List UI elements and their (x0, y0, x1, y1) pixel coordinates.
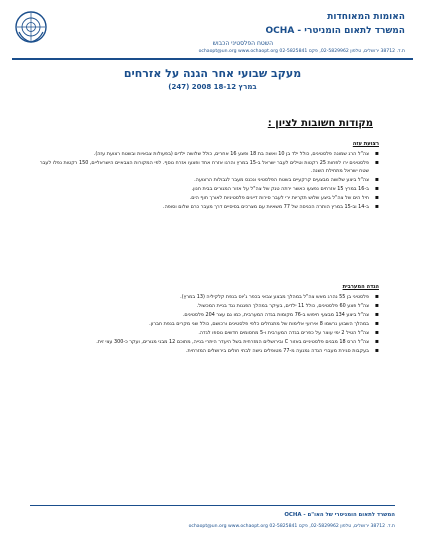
westbank-section (30, 283, 379, 356)
list-item: ▪ צה"ל הרג שמונה פלסטינים, כולל ילד בן 10 ואשה בת 18 ופצע 16 אחרים, כולל שלושה ילדים (בפעולות צבאיות ובשטח רצועת עזה). (30, 150, 369, 158)
list-item: ▪ בעקבות סגירת מעברי הגדה נמנעה מ-77 מטופלים גישה לבתי חולים בירושלים המזרחית. (30, 347, 369, 355)
footer-note: המשרד לתאום הומניטרי של האו"ם - OCHA (284, 512, 395, 518)
header-divider (12, 58, 413, 60)
list-item: ▪ חיל הים של צה"ל ביצע שלוש תקריות ירי לעבר סירות דייגים פלסטיניות לאורך חוף הים. (30, 194, 369, 202)
list-item: ▪ צה"ל ביצע 134 מבצעי חיפוש ב-76 מקומות בגדה המערבית, כמו גם עצר 204 פלסטינים. (30, 311, 369, 319)
section-heading-westbank: הגדה המערבית (342, 284, 379, 290)
list-item: ▪ פלסטיני בן 55 נהרג מאש צה"ל במהלך מבצע צבאי בכפר ג'יוס בנפת קלקיליה (13 במרץ). (30, 293, 369, 301)
un-emblem-logo (14, 10, 48, 44)
page-title: מעקב שבועי אחר הגנה על אזרחים (123, 67, 302, 80)
westbank-list (30, 293, 379, 355)
list-item: ▪ צה"ל הטיל 2 ימי עוצר על כפרים בגדה המערבית ו-5 מחסומים חדשים נוספו לגדה. (30, 329, 369, 337)
list-item: ▪ במהלך השבוע נרשמו 8 אירועי אלימות של מתנחלים כלפי פלסטינים ורכושם, כולל שני מקרים בנפת חברון. (30, 320, 369, 328)
list-item: ▪ צה"ל פצע 60 פלסטינים, כולל 11 ילדים, בעיקר במהלך הפגנות נגד בניית המכשול. (30, 302, 369, 310)
footer-divider (30, 505, 395, 506)
section-heading-gaza: רצועת עזה (352, 141, 379, 147)
org-name: האומות המאוחדות (327, 12, 405, 22)
header-address: ת.ד. 38712 ירושלים, טלפון 02-5829962, פקס 02-5825841 ochaopt@un.org www.ochaopt.org (198, 49, 405, 54)
footer-address: ת.ד. 38712 ירושלים, טלפון 02-5829962, פקס 02-5825841 ochaopt@un.org www.ochaopt.org (188, 524, 395, 529)
territory-label: השטח הפלסטיני הכבוש (212, 40, 273, 47)
org-subtitle: המשרד לתאום הומניטרי - OCHA (265, 26, 405, 36)
list-item: ▪ פלסטינים ירו לפחות 25 רקטות וטילים לעבר ישראל ב-15 במרץ והרגו אזרח אחד ופצעו אזרח נוסף. לפי המקורות הצבאיים הישראליים, 150 רקטות נפלו לעבר שטח ישראל מתחילת השנה. (30, 159, 369, 175)
list-item: ▪ צה"ל הרס 18 מבנים פלסטיניים באזור C ובירושלים המזרחית בשל היעדר היתרי בנייה, מתוכם 12 מבני מגורים, ועקר כ-300 עצי זית. (30, 338, 369, 346)
gaza-section (30, 140, 379, 212)
report-date: (247) 2008 במרץ 18-12 (168, 83, 257, 91)
list-item: ▪ ב-16 במרץ 15 אזרחים נפצעו כאשר ירתה טנק של צה"ל על אזור המגורים בבית חנון. (30, 185, 369, 193)
list-item: ▪ צה"ל ביצע שלושה מבצעים קרקעיים בשטח הפלסטיני ונכנס מעבר לגבולות הרצועה. (30, 176, 369, 184)
gaza-list (30, 150, 379, 211)
highlights-heading: מקודות חשובות לציון : (267, 118, 373, 129)
list-item: ▪ ב-14 וב-15 במרץ הותרה הכניסה של 77 משאיות עם מצרכים בסיסיים דרך מעבר כרם שלום וסופה. (30, 203, 369, 211)
